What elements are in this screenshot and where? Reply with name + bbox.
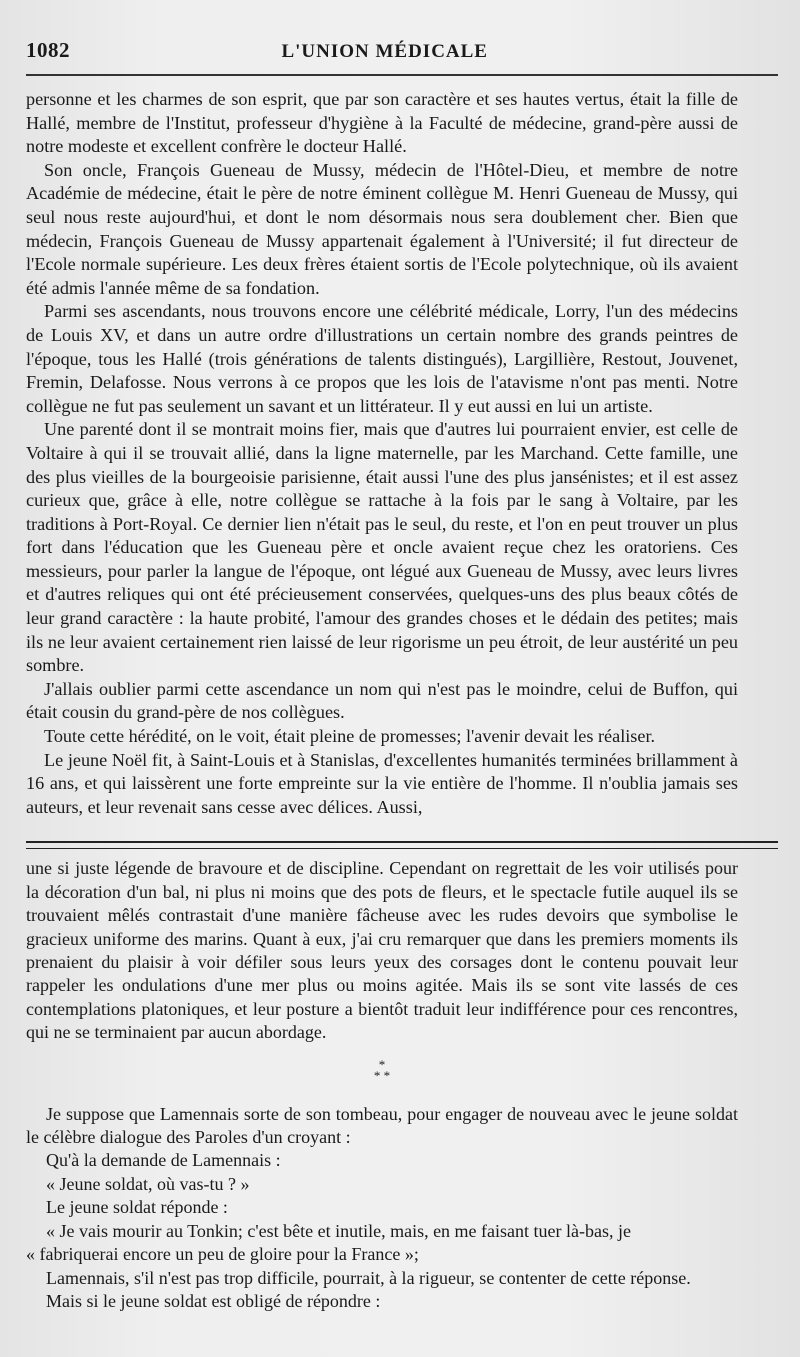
feuilleton-section (26, 857, 738, 1313)
dialogue-line: Je suppose que Lamennais sorte de son tombeau, pour engager de nouveau avec le jeune soldat le célèbre dialogue des Paroles d'un croyant : (26, 1103, 738, 1148)
feuilleton-paragraph: une si juste légende de bravoure et de discipline. Cependant on regrettait de les voir utilisés pour la décoration d'un bal, ni plus ni moins que des pots de fleurs, et le spectacle futile auquel ils se trouvaient mêlés contrastait d'une manière fâcheuse avec les rudes devoirs que symbolise le gracieux uniforme des marins. Quant à eux, j'ai cru remarquer que dans les premiers moments ils prenaient du plaisir à voir défiler sous leurs yeux des corsages dont le contenu pouvait leur rappeler les ondulations d'une mer plus ou moins agitée. Mais ils se sont vite lassés de ces contemplations platoniques, et leur posture a bientôt traduit leur indifférence pour ces rencontres, qui ne se terminaient par aucun abordage. (26, 858, 738, 1043)
running-title: L'UNION MÉDICALE (281, 41, 488, 62)
article-paragraph: personne et les charmes de son esprit, que par son caractère et ses hautes vertus, était la fille de Hallé, membre de l'Institut, professeur d'hygiène à la Faculté de médecine, grand-père aussi de notre modeste et excellent confrère le docteur Hallé. (26, 89, 738, 157)
dialogue-line: Qu'à la demande de Lamennais : (46, 1150, 281, 1171)
dialogue-section (26, 1103, 738, 1314)
dialogue-line: Lamennais, s'il n'est pas trop difficile, pourrait, à la rigueur, se contenter de cette réponse. (46, 1267, 691, 1288)
feuilleton-separator (26, 841, 778, 849)
asterism (26, 1056, 738, 1083)
page-header (26, 38, 738, 70)
article-paragraph: Une parenté dont il se montrait moins fier, mais que d'autres lui pourraient envier, est celle de Voltaire à qui il se trouvait allié, dans la ligne maternelle, par les Marchand. Cette famille, une des plus vieilles de la bourgeoisie parisienne, était aussi l'une des plus jansénistes; et il est assez curieux que, grâce à elle, notre collègue se rattache à la fois par le sang à Voltaire, par les traditions à Port-Royal. Ce dernier lien n'était pas le seul, du reste, et l'on en peut trouver un plus fort dans l'éducation que les Gueneau père et oncle avaient reçue chez les oratoriens. Ces messieurs, pour parler la langue de l'époque, ont légué aux Gueneau de Mussy, avec leurs livres et d'autres reliques qui ont été précieusement conservées, quelques-uns des plus beaux côtés de leur grand caractère : la haute probité, l'amour des grandes choses et le dédain des petites; mais ils ne leur avaient certainement rien laissé de leur rigorisme un peu étroit, de leur austérité un peu sombre. (26, 419, 738, 676)
dialogue-line: « fabriquerai encore un peu de gloire pour la France »; (26, 1244, 419, 1265)
article-paragraph: J'allais oublier parmi cette ascendance un nom qui n'est pas le moindre, celui de Buffon, qui était cousin du grand-père de nos collègues. (26, 678, 738, 723)
dialogue-line: Mais si le jeune soldat est obligé de répondre : (46, 1290, 381, 1311)
asterism-top: * (378, 1056, 386, 1072)
article-body (26, 88, 738, 819)
dialogue-line: Le jeune soldat réponde : (46, 1197, 228, 1218)
article-paragraph: Son oncle, François Gueneau de Mussy, médecin de l'Hôtel-Dieu, et membre de notre Académie de médecine, était le père de notre éminent collègue M. Henri Gueneau de Mussy, qui seul nous reste aujourd'hui, et dont le nom désormais nous sera doublement cher. Bien que médecin, François Gueneau de Mussy appartenait également à l'Université; il fut directeur de l'Ecole normale supérieure. Les deux frères étaient sortis de l'Ecole polytechnique, où ils avaient été admis l'année même de sa fondation. (26, 159, 738, 298)
header-rule (26, 74, 778, 76)
article-paragraph: Toute cette hérédité, on le voit, était pleine de promesses; l'avenir devait les réaliser. (44, 726, 656, 747)
article-paragraph: Le jeune Noël fit, à Saint-Louis et à Stanislas, d'excellentes humanités terminées brillamment à 16 ans, et qui laissèrent une forte empreinte sur la vie entière de l'homme. Il n'oublia jamais ses auteurs, et leur revenait sans cesse avec délices. Aussi, (26, 749, 738, 817)
asterism-bottom: * * (373, 1067, 391, 1083)
article-paragraph: Parmi ses ascendants, nous trouvons encore une célébrité médicale, Lorry, l'un des médecins de Louis XV, et dans un autre ordre d'illustrations un certain nombre des grands peintres de l'époque, tous les Hallé (trois générations de talents distingués), Largillière, Restout, Jouvenet, Fremin, Delafosse. Nous verrons à ce propos que les lois de l'atavisme n'ont pas menti. Notre collègue ne fut pas seulement un savant et un littérateur. Il y eut aussi en lui un artiste. (26, 301, 738, 416)
dialogue-line: « Je vais mourir au Tonkin; c'est bête et inutile, mais, en me faisant tuer là-bas, je (46, 1220, 631, 1241)
page-number: 1082 (26, 38, 70, 62)
dialogue-line: « Jeune soldat, où vas-tu ? » (46, 1173, 250, 1194)
